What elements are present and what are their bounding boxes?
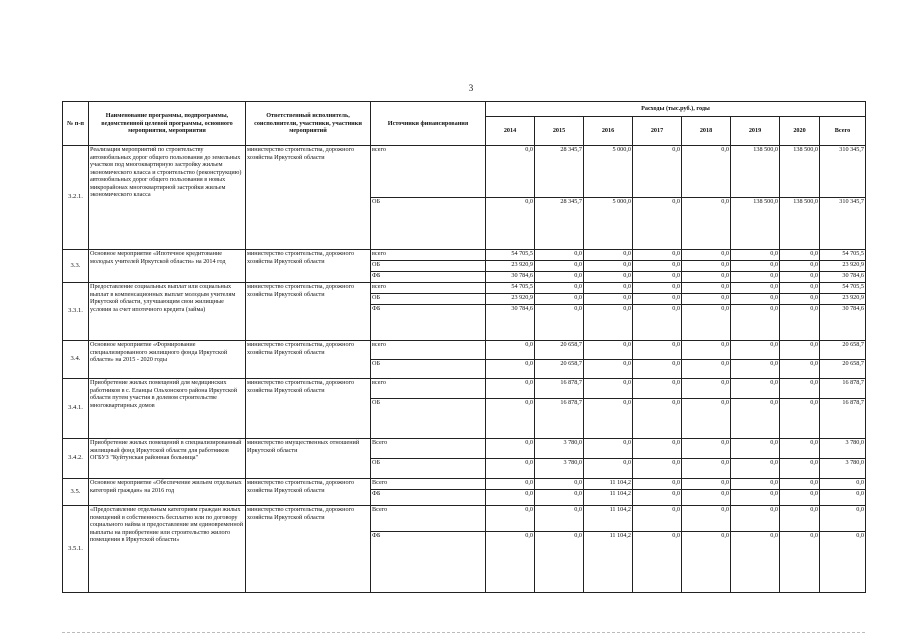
row-value: 3 780,0 (535, 439, 584, 459)
row-value: 30 784,6 (486, 272, 535, 283)
row-value: 0,0 (780, 459, 820, 479)
row-value: 0,0 (731, 294, 780, 305)
row-source: Всего (371, 439, 486, 459)
row-value: 0,0 (780, 261, 820, 272)
row-value: 0,0 (682, 379, 731, 399)
row-name: Приобретение жилых помещений для медицинских работников в с. Еланцы Ольхонского района Иркутской области путем участия в долевом строительстве многоквартирных домов (89, 379, 246, 439)
header-year: 2015 (535, 117, 584, 146)
header-name: Наименование программы, подпрограммы, ведомственной целевой программы, основного мероприятия, мероприятия (89, 102, 246, 146)
table-row (63, 250, 866, 261)
row-value: 0,0 (731, 379, 780, 399)
table-row (63, 283, 866, 294)
row-name: «Предоставление отдельным категориям граждан жилых помещений в собственность бесплатно или по договору социального найма и предоставление им единовременной выплаты на приобретение или строительство жилого помещения в Иркутской области» (89, 506, 246, 593)
row-value: 0,0 (731, 283, 780, 294)
row-value: 0,0 (682, 459, 731, 479)
row-number: 3.3. (63, 250, 89, 283)
table-row (63, 506, 866, 532)
row-number: 3.4.2. (63, 439, 89, 479)
row-value: 138 500,0 (731, 198, 780, 250)
row-value: 0,0 (486, 459, 535, 479)
row-value: 0,0 (780, 532, 820, 593)
page-bottom-divider (62, 632, 865, 633)
row-value: 23 920,9 (486, 294, 535, 305)
row-value: 0,0 (486, 360, 535, 379)
row-value: 0,0 (633, 198, 682, 250)
row-value: 0,0 (584, 283, 633, 294)
row-source: ОБ (371, 360, 486, 379)
row-value: 0,0 (780, 294, 820, 305)
row-value: 0,0 (535, 305, 584, 341)
row-source: Всего (371, 506, 486, 532)
row-value: 23 920,9 (486, 261, 535, 272)
row-value: 0,0 (633, 283, 682, 294)
row-value: 0,0 (780, 360, 820, 379)
row-value: 0,0 (633, 261, 682, 272)
row-value: 3 780,0 (820, 439, 866, 459)
row-value: 0,0 (584, 341, 633, 360)
header-responsible: Ответственный исполнитель, соисполнители, участники, участники мероприятий (246, 102, 371, 146)
row-name: Основное мероприятие «Ипотечное кредитование молодых учителей Иркутской области» на 2014 год (89, 250, 246, 283)
row-value: 30 784,6 (820, 305, 866, 341)
row-value: 0,0 (486, 439, 535, 459)
row-value: 138 500,0 (780, 198, 820, 250)
header-year: Всего (820, 117, 866, 146)
page-number: 3 (468, 83, 474, 93)
row-responsible: министерство имущественных отношений Иркутской области (246, 439, 371, 479)
row-name: Основное мероприятие «Обеспечение жильем отдельных категорий граждан» на 2016 год (89, 479, 246, 506)
row-value: 0,0 (780, 399, 820, 439)
row-source: ФБ (371, 272, 486, 283)
row-value: 0,0 (535, 272, 584, 283)
header-year: 2014 (486, 117, 535, 146)
row-value: 0,0 (820, 506, 866, 532)
row-source: ФБ (371, 532, 486, 593)
row-responsible: министерство строительства, дорожного хозяйства Иркутской области (246, 506, 371, 593)
row-value: 0,0 (535, 532, 584, 593)
row-value: 0,0 (731, 261, 780, 272)
row-value: 11 104,2 (584, 490, 633, 506)
row-value: 0,0 (780, 439, 820, 459)
row-value: 20 658,7 (535, 360, 584, 379)
row-value: 0,0 (780, 490, 820, 506)
row-value: 138 500,0 (731, 146, 780, 198)
row-value: 0,0 (486, 198, 535, 250)
row-value: 0,0 (731, 479, 780, 490)
row-source: ФБ (371, 305, 486, 341)
row-value: 3 780,0 (820, 459, 866, 479)
row-value: 0,0 (682, 283, 731, 294)
row-value: 0,0 (780, 250, 820, 261)
row-value: 0,0 (820, 479, 866, 490)
row-value: 54 705,5 (820, 283, 866, 294)
row-value: 16 878,7 (535, 399, 584, 439)
row-source: ОБ (371, 399, 486, 439)
row-number: 3.5. (63, 479, 89, 506)
row-source: всего (371, 250, 486, 261)
row-value: 28 345,7 (535, 198, 584, 250)
row-value: 30 784,6 (820, 272, 866, 283)
row-responsible: министерство строительства, дорожного хозяйства Иркутской области (246, 479, 371, 506)
header-year: 2018 (682, 117, 731, 146)
row-value: 28 345,7 (535, 146, 584, 198)
row-value: 0,0 (633, 506, 682, 532)
row-value: 0,0 (731, 341, 780, 360)
row-value: 20 658,7 (535, 341, 584, 360)
row-value: 0,0 (820, 490, 866, 506)
row-value: 5 000,0 (584, 198, 633, 250)
row-value: 0,0 (731, 532, 780, 593)
header-year: 2016 (584, 117, 633, 146)
row-value: 16 878,7 (535, 379, 584, 399)
row-value: 54 705,5 (486, 283, 535, 294)
row-value: 0,0 (633, 341, 682, 360)
row-value: 23 920,9 (820, 294, 866, 305)
row-value: 0,0 (535, 294, 584, 305)
row-value: 0,0 (682, 272, 731, 283)
table-row (63, 379, 866, 399)
row-value: 0,0 (486, 490, 535, 506)
row-value: 0,0 (535, 250, 584, 261)
row-value: 0,0 (682, 261, 731, 272)
row-number: 3.4.1. (63, 379, 89, 439)
header-year: 2017 (633, 117, 682, 146)
row-value: 0,0 (633, 532, 682, 593)
row-value: 310 345,7 (820, 198, 866, 250)
row-value: 0,0 (731, 305, 780, 341)
row-value: 0,0 (486, 479, 535, 490)
row-value: 0,0 (682, 146, 731, 198)
row-value: 0,0 (584, 439, 633, 459)
row-source: ОБ (371, 198, 486, 250)
row-value: 0,0 (584, 459, 633, 479)
row-name: Реализация мероприятий по строительству автомобильных дорог общего пользования до земельных участков под многоквартирную застройку жильем экономического класса и строительство (реконструкцию) автомобильных дорог общего пользования в новых микрорайонах многоквартирной застройки жильем экономического класса (89, 146, 246, 250)
row-value: 0,0 (731, 250, 780, 261)
row-value: 0,0 (731, 360, 780, 379)
row-value: 11 104,2 (584, 479, 633, 490)
row-number: 3.4. (63, 341, 89, 379)
row-value: 0,0 (780, 305, 820, 341)
table-row (63, 341, 866, 360)
row-value: 0,0 (633, 294, 682, 305)
header-year: 2019 (731, 117, 780, 146)
row-value: 0,0 (633, 305, 682, 341)
row-source: всего (371, 283, 486, 294)
row-value: 0,0 (633, 146, 682, 198)
row-value: 0,0 (682, 198, 731, 250)
row-value: 0,0 (535, 283, 584, 294)
row-value: 0,0 (682, 532, 731, 593)
row-value: 0,0 (780, 506, 820, 532)
row-responsible: министерство строительства, дорожного хозяйства Иркутской области (246, 341, 371, 379)
row-source: ФБ (371, 490, 486, 506)
row-value: 0,0 (682, 479, 731, 490)
row-source: всего (371, 379, 486, 399)
row-value: 0,0 (486, 146, 535, 198)
row-value: 0,0 (731, 490, 780, 506)
row-value: 0,0 (682, 399, 731, 439)
row-value: 20 658,7 (820, 341, 866, 360)
expenses-table (62, 101, 866, 593)
table-row (63, 479, 866, 490)
row-value: 0,0 (780, 479, 820, 490)
row-value: 54 705,5 (820, 250, 866, 261)
row-value: 0,0 (584, 250, 633, 261)
row-value: 0,0 (682, 250, 731, 261)
row-value: 0,0 (780, 341, 820, 360)
table-body (63, 146, 866, 593)
row-name: Основное мероприятие «Формирование специализированного жилищного фонда Иркутской области» на 2015 - 2020 годы (89, 341, 246, 379)
row-source: всего (371, 146, 486, 198)
row-value: 54 705,5 (486, 250, 535, 261)
row-number: 3.3.1. (63, 283, 89, 341)
row-value: 0,0 (535, 261, 584, 272)
row-value: 138 500,0 (780, 146, 820, 198)
row-value: 0,0 (584, 294, 633, 305)
row-number: 3.5.1. (63, 506, 89, 593)
row-value: 20 658,7 (820, 360, 866, 379)
row-name: Предоставление социальных выплат или социальных выплат в компенсационных выплат молодым учителям Иркутской области, улучшающим свои жилищные условия за счет ипотечного кредита (займа) (89, 283, 246, 341)
row-value: 11 104,2 (584, 532, 633, 593)
row-source: ОБ (371, 261, 486, 272)
row-value: 16 878,7 (820, 379, 866, 399)
row-value: 0,0 (731, 459, 780, 479)
row-source: ОБ (371, 459, 486, 479)
row-value: 0,0 (584, 379, 633, 399)
row-value: 0,0 (682, 341, 731, 360)
row-value: 0,0 (682, 506, 731, 532)
row-value: 3 780,0 (535, 459, 584, 479)
row-value: 0,0 (780, 272, 820, 283)
row-value: 0,0 (535, 490, 584, 506)
row-responsible: министерство строительства, дорожного хозяйства Иркутской области (246, 146, 371, 250)
row-value: 0,0 (633, 399, 682, 439)
row-value: 0,0 (731, 439, 780, 459)
row-value: 0,0 (486, 532, 535, 593)
row-value: 0,0 (780, 379, 820, 399)
table-header (63, 102, 866, 146)
row-value: 0,0 (633, 272, 682, 283)
row-value: 11 104,2 (584, 506, 633, 532)
row-value: 0,0 (486, 506, 535, 532)
row-source: Всего (371, 479, 486, 490)
row-value: 0,0 (633, 360, 682, 379)
row-value: 0,0 (486, 379, 535, 399)
row-value: 5 000,0 (584, 146, 633, 198)
row-value: 0,0 (584, 272, 633, 283)
row-value: 0,0 (731, 272, 780, 283)
row-name: Приобретение жилых помещений в специализированный жилищный фонд Иркутской области для работников ОГБУЗ "Куйтунская районная больница" (89, 439, 246, 479)
row-value: 0,0 (682, 439, 731, 459)
row-value: 0,0 (731, 506, 780, 532)
row-value: 0,0 (584, 261, 633, 272)
row-responsible: министерство строительства, дорожного хозяйства Иркутской области (246, 379, 371, 439)
row-source: всего (371, 341, 486, 360)
row-value: 0,0 (731, 399, 780, 439)
table-row (63, 146, 866, 198)
row-value: 0,0 (584, 399, 633, 439)
header-num: № п-п (63, 102, 89, 146)
row-value: 0,0 (682, 360, 731, 379)
row-value: 0,0 (535, 506, 584, 532)
row-value: 23 920,9 (820, 261, 866, 272)
row-value: 0,0 (633, 479, 682, 490)
row-value: 0,0 (682, 490, 731, 506)
row-value: 0,0 (633, 490, 682, 506)
header-expenses: Расходы (тыс.руб.), годы (486, 102, 866, 117)
row-responsible: министерство строительства, дорожного хозяйства Иркутской области (246, 283, 371, 341)
row-value: 0,0 (682, 294, 731, 305)
row-value: 0,0 (682, 305, 731, 341)
row-value: 0,0 (486, 341, 535, 360)
row-source: ОБ (371, 294, 486, 305)
table-row (63, 439, 866, 459)
row-value: 0,0 (780, 283, 820, 294)
row-value: 310 345,7 (820, 146, 866, 198)
row-value: 16 878,7 (820, 399, 866, 439)
row-value: 0,0 (820, 532, 866, 593)
row-value: 0,0 (633, 439, 682, 459)
header-year: 2020 (780, 117, 820, 146)
row-value: 0,0 (584, 360, 633, 379)
row-value: 0,0 (633, 250, 682, 261)
row-value: 0,0 (535, 479, 584, 490)
header-source: Источники финансирования (371, 102, 486, 146)
row-number: 3.2.1. (63, 146, 89, 250)
row-value: 0,0 (633, 459, 682, 479)
row-value: 30 784,6 (486, 305, 535, 341)
row-value: 0,0 (486, 399, 535, 439)
row-responsible: министерство строительства, дорожного хозяйства Иркутской области (246, 250, 371, 283)
row-value: 0,0 (584, 305, 633, 341)
row-value: 0,0 (633, 379, 682, 399)
